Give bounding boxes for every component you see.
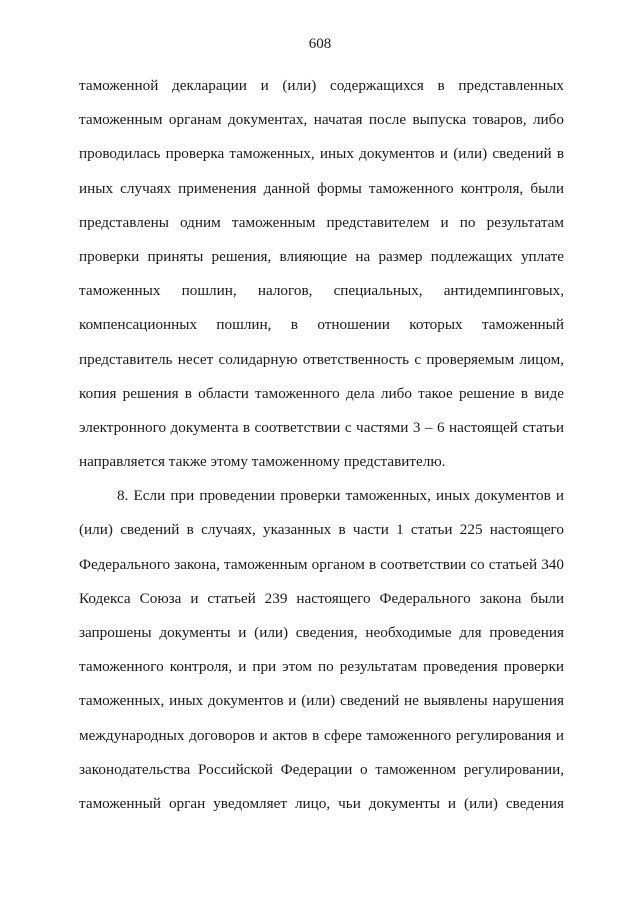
text-line: запрошены документы и (или) сведения, необходимые для проведения bbox=[79, 624, 564, 641]
text-line: таможенных пошлин, налогов, специальных, антидемпинговых, bbox=[79, 282, 564, 300]
text-line: электронного документа в соответствии с частями 3 – 6 настоящей статьи bbox=[79, 418, 564, 436]
paragraph-continuation bbox=[79, 69, 564, 479]
text-line: Федерального закона, таможенным органом в соответствии со статьей 340 bbox=[79, 555, 564, 573]
text-line: иных случаях применения данной формы таможенного контроля, были bbox=[79, 179, 564, 197]
text-line: таможенного контроля, и при этом по результатам проведения проверки bbox=[79, 658, 564, 676]
text-line: международных договоров и актов в сфере таможенного регулирования и bbox=[79, 726, 564, 744]
paragraph-8 bbox=[79, 479, 564, 821]
text-line: представитель несет солидарную ответственность с проверяемым лицом, bbox=[79, 350, 564, 368]
text-line: копия решения в области таможенного дела либо такое решение в виде bbox=[79, 384, 564, 402]
text-line: таможенным органам документах, начатая после выпуска товаров, либо bbox=[79, 111, 564, 129]
text-line: компенсационных пошлин, в отношении которых таможенный bbox=[79, 316, 564, 334]
text-line: проводилась проверка таможенных, иных документов и (или) сведений в bbox=[79, 145, 564, 163]
document-body bbox=[79, 69, 564, 821]
text-line: представлены одним таможенным представителем и по результатам bbox=[79, 213, 564, 231]
text-line: таможенный орган уведомляет лицо, чьи документы и (или) сведения bbox=[79, 794, 564, 812]
text-line: проверки приняты решения, влияющие на размер подлежащих уплате bbox=[79, 247, 564, 265]
text-line: таможенной декларации и (или) содержащихся в представленных bbox=[79, 77, 564, 94]
text-line: (или) сведений в случаях, указанных в части 1 статьи 225 настоящего bbox=[79, 521, 564, 539]
text-line: законодательства Российской Федерации о таможенном регулировании, bbox=[79, 760, 564, 778]
page-number: 608 bbox=[308, 36, 332, 52]
text-line: направляется также этому таможенному представителю. bbox=[79, 453, 446, 471]
text-line: 8. Если при проведении проверки таможенных, иных документов и bbox=[117, 487, 564, 505]
text-line: таможенных, иных документов и (или) сведений не выявлены нарушения bbox=[79, 692, 564, 710]
text-line: Кодекса Союза и статьей 239 настоящего Федерального закона были bbox=[79, 589, 564, 607]
